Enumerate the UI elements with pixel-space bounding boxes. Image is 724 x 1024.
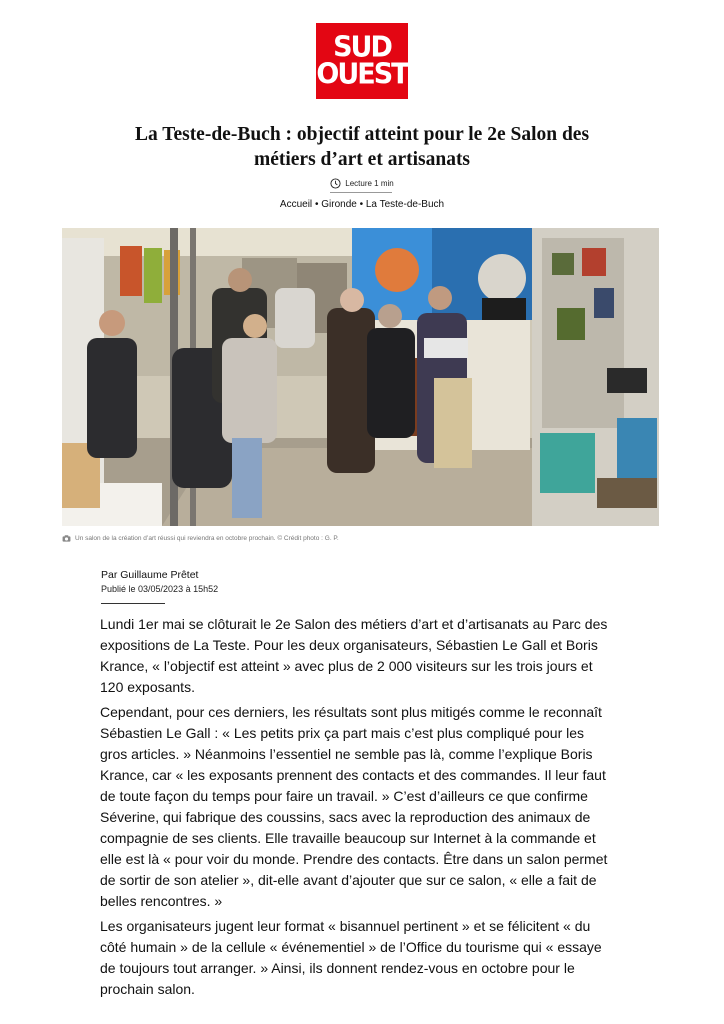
article-paragraph-2: Cependant, pour ces derniers, les résultats sont plus mitigés comme le reconnaît Sébastien Le Gall : « Les petits prix ça part mais c’est plus compliqué pour les gros articles. » Néanmoins l’essentiel ne semble pas là, comme l’explique Boris Krance, car « les exposants prennent des contacts et des commandes. Il leur faut de toute façon du temps pour faire un travail. » C’est d’ailleurs ce que confirme Séverine, qui fabrique des coussins, sacs avec la reproduction des animaux de compagnie de ses clients. Elle travaille beaucoup sur Internet à la commande et elle est là « pour voir du monde. Prendre des contacts. Être dans un salon permet de sortir de son atelier », dit-elle avant d’ajouter que sur ce salon, « elle a fait de belles rencontres. » bbox=[100, 704, 608, 909]
breadcrumb-separator: • bbox=[312, 199, 322, 210]
breadcrumb-separator: • bbox=[356, 199, 366, 210]
article-paragraph-3: Les organisateurs jugent leur format « bisannuel pertinent » et se félicitent « du côté humain » de la cellule « événementiel » de l’Office du tourisme qui « essaye de toujours tout arranger. » Ainsi, ils donnent rendez-vous en octobre pour le prochain salon. bbox=[100, 918, 602, 997]
brand-logo-line1: SUD bbox=[333, 31, 391, 64]
reading-time-label: Lecture 1 min bbox=[345, 178, 394, 188]
clock-icon bbox=[330, 178, 341, 189]
breadcrumb bbox=[200, 199, 524, 210]
publish-date: Publié le 03/05/2023 à 15h52 bbox=[101, 584, 219, 594]
brand-logo-line2: OUEST bbox=[316, 58, 408, 91]
exhibition-hall-photo bbox=[62, 228, 659, 526]
article-paragraph-1: Lundi 1er mai se clôturait le 2e Salon des métiers d’art et d’artisanats au Parc des expositions de La Teste. Pour les deux organisateurs, Sébastien Le Gall et Boris Krance, « l’objectif est atteint » avec plus de 2 000 visiteurs sur les trois jours et 120 exposants. bbox=[100, 616, 608, 695]
breadcrumb-item-la-teste[interactable]: La Teste-de-Buch bbox=[365, 199, 445, 210]
breadcrumb-item-accueil[interactable]: Accueil bbox=[279, 199, 313, 210]
photo-caption bbox=[62, 535, 662, 542]
reading-divider bbox=[330, 192, 392, 193]
article-body bbox=[100, 614, 610, 1004]
breadcrumb-item-gironde[interactable]: Gironde bbox=[321, 199, 357, 210]
byline-divider bbox=[101, 603, 165, 604]
author-byline[interactable]: Par Guillaume Prêtet bbox=[101, 569, 199, 581]
camera-icon bbox=[62, 535, 71, 542]
article-photo bbox=[62, 228, 659, 526]
brand-logo[interactable] bbox=[316, 23, 408, 99]
article-title: La Teste-de-Buch : objectif atteint pour le 2e Salon des métiers d’art et artisanats bbox=[134, 124, 590, 170]
reading-time bbox=[300, 176, 424, 190]
photo-caption-text: Un salon de la création d’art réussi qui reviendra en octobre prochain. © Crédit photo : G. P. bbox=[75, 535, 339, 542]
